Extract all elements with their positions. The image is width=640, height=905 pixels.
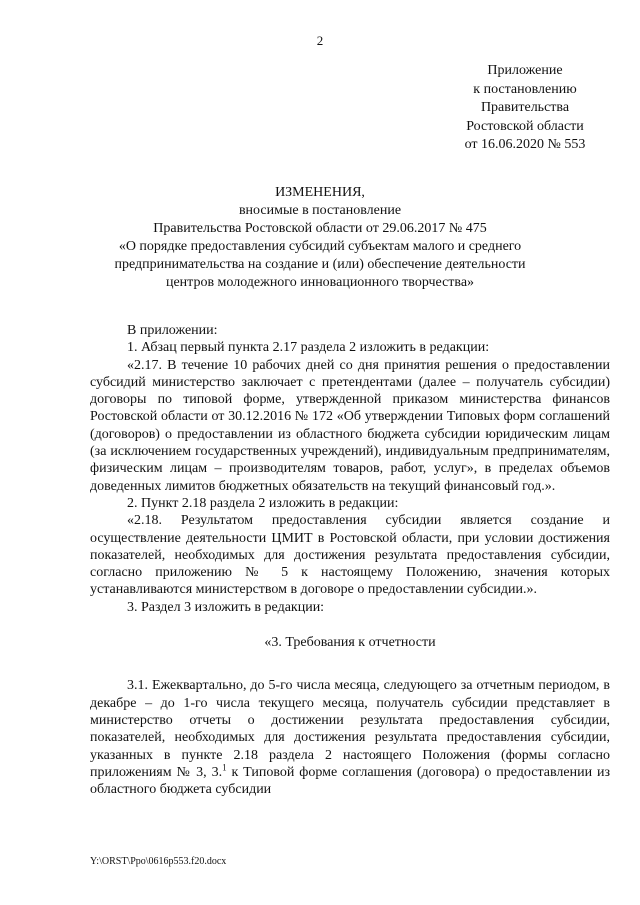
appendix-line: от 16.06.2020 № 553 <box>464 137 586 152</box>
quote-2-18: «2.18. Результатом предоставления субсидии является создание и осуществление деятельности ЦМИТ в Ростовской области, при условии достижения показателей, необходимых для достижения результата предоставления субсидии, согласно приложению № 5 к настоящему Положению, значения которых устанавливаются министерством в договоре о предоставлении субсидии.». <box>90 513 610 598</box>
document-title <box>60 184 580 292</box>
paragraph-3-1-text: 3.1. Ежеквартально, до 5-го числа месяца, следующего за отчетным периодом, в декабре – до 1-го числа текущего месяца, получатель субсидии представляет в министерство отчеты о достижении результата предоставления субсидии, показателей, необходимых для достижения результата предоставления субсидии, указанных в пункте 2.18 раздела 2 настоящего Положения (формы согласно приложениям № 3, 3. <box>90 678 610 780</box>
appendix-line: Ростовской области <box>466 118 584 134</box>
quote-2-17: «2.17. В течение 10 рабочих дней со дня принятия решения о предоставлении субсидий министерство заключает с претендентами (далее – получатель субсидии) договоры по типовой форме, утвержденной приказом министерства финансов Ростовской области от 30.12.2016 № 172 «Об утверждении Типовых форм соглашений (договоров) о предоставлении из областного бюджета субсидии юридическим лицам (за исключением государственных учреждений), индивидуальным предпринимателям, физическим лицам – производителям товаров, работ, услуг», в пределах объемов доведенных лимитов бюджетных обязательств на текущий финансовый год.». <box>90 357 610 494</box>
appendix-block <box>440 62 610 155</box>
item-3: 3. Раздел 3 изложить в редакции: <box>127 599 325 615</box>
title-line: «О порядке предоставления субсидий субъектам малого и среднего <box>118 239 522 254</box>
appendix-line: Приложение <box>487 63 563 78</box>
appendix-line: Правительства <box>480 100 570 115</box>
document-body <box>90 322 610 798</box>
intro-paragraph: В приложении: <box>127 323 218 338</box>
title-line: предпринимательства на создание и (или) обеспечение деятельности <box>114 257 526 272</box>
footer-file-path: Y:\ORST\Ppo\0616p553.f20.docx <box>90 856 227 867</box>
page-number: 2 <box>316 33 324 48</box>
item-2: 2. Пункт 2.18 раздела 2 изложить в редакции: <box>127 495 399 511</box>
paragraph-3-1 <box>90 677 610 798</box>
section-3-heading: «3. Требования к отчетности <box>264 635 436 651</box>
item-1: 1. Абзац первый пункта 2.17 раздела 2 изложить в редакции: <box>127 340 490 356</box>
paragraph-3-1-text-cont: к Типовой форме соглашения (договора) о предоставлении из областного бюджета субсидии <box>90 764 610 798</box>
title-line: центров молодежного инновационного творчества» <box>165 275 475 290</box>
superscript: 1 <box>222 762 227 773</box>
appendix-line: к постановлению <box>473 81 577 97</box>
title-line: вносимые в постановление <box>238 203 402 218</box>
title-line: Правительства Ростовской области от 29.06.2017 № 475 <box>153 221 487 236</box>
title-heading: ИЗМЕНЕНИЯ, <box>275 185 365 200</box>
